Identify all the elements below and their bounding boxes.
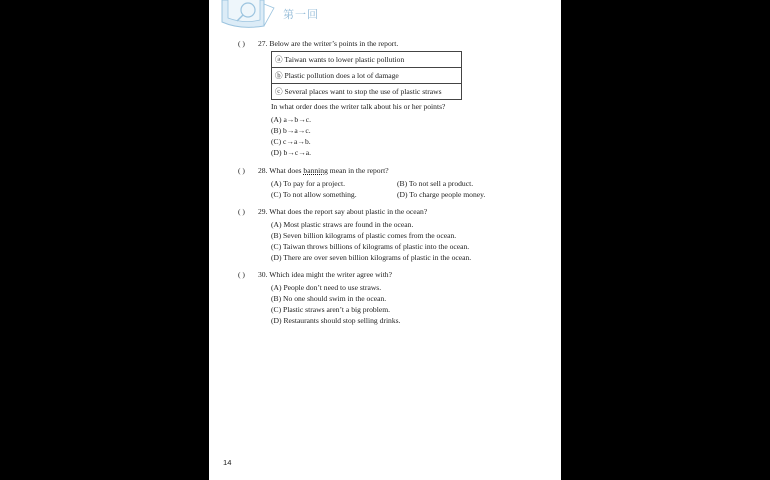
point-row: ⓐ Taiwan wants to lower plastic pollution: [272, 52, 461, 68]
point-row: ⓒ Several places want to stop the use of plastic straws: [275, 87, 442, 96]
option-d: (D) Restaurants should stop selling drinks.: [271, 316, 401, 325]
option-a: (A) a→b→c.: [271, 115, 312, 124]
page-number: 14: [223, 458, 232, 467]
points-table: [271, 51, 462, 100]
option-c: (C) Taiwan throws billions of kilograms of plastic into the ocean.: [271, 242, 470, 251]
answer-blank: ( ): [238, 166, 245, 175]
question-28-stem: 28. What does banning mean in the report?: [258, 166, 389, 175]
unit-title: 第一回: [283, 8, 319, 21]
question-29-stem: 29. What does the report say about plastic in the ocean?: [258, 207, 428, 216]
option-c: (C) Plastic straws aren’t a big problem.: [271, 305, 391, 314]
underlined-word: banning: [303, 166, 328, 175]
answer-blank: ( ): [238, 270, 245, 279]
option-c: (C) To not allow something.: [271, 190, 357, 199]
answer-blank: ( ): [238, 39, 245, 48]
option-b: (B) Seven billion kilograms of plastic comes from the ocean.: [271, 231, 457, 240]
option-a: (A) Most plastic straws are found in the ocean.: [271, 220, 414, 229]
document-page: [209, 0, 561, 480]
question-30-stem: 30. Which idea might the writer agree with?: [258, 270, 392, 279]
question-27-stem: 27. Below are the writer’s points in the report.: [258, 39, 399, 48]
option-b: (B) b→a→c.: [271, 126, 311, 135]
option-d: (D) To charge people money.: [397, 190, 486, 199]
question-27-follow: In what order does the writer talk about his or her points?: [271, 102, 446, 111]
option-c: (C) c→a→b.: [271, 137, 311, 146]
option-b: (B) No one should swim in the ocean.: [271, 294, 387, 303]
option-d: (D) There are over seven billion kilograms of plastic in the ocean.: [271, 253, 472, 262]
answer-blank: ( ): [238, 207, 245, 216]
option-d: (D) b→c→a.: [271, 148, 312, 157]
book-logo-icon: [220, 0, 280, 32]
point-row: ⓑ Plastic pollution does a lot of damage: [272, 68, 461, 84]
option-a: (A) To pay for a project.: [271, 179, 345, 188]
option-b: (B) To not sell a product.: [397, 179, 474, 188]
option-a: (A) People don’t need to use straws.: [271, 283, 382, 292]
